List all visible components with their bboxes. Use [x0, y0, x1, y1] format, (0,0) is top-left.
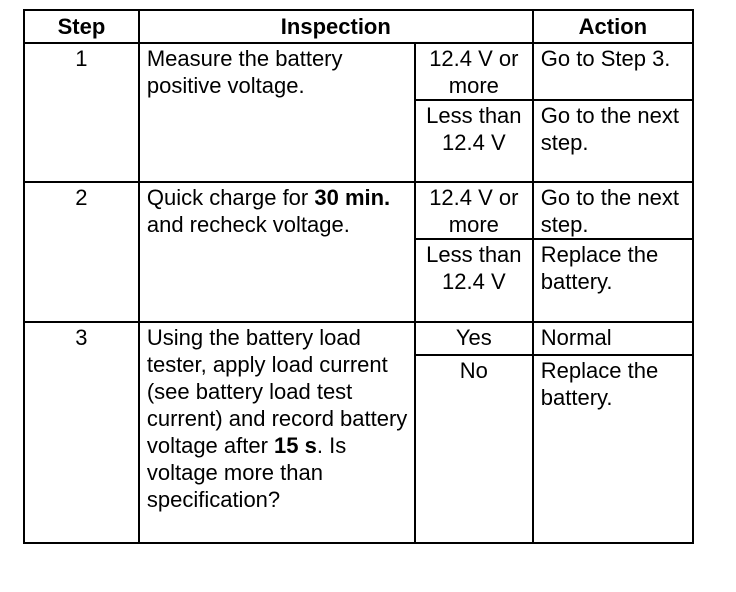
action-text: Go to the next step.	[533, 182, 693, 239]
result-condition: 12.4 V or more	[415, 43, 533, 100]
inspection-text-part: Using the battery load tester, apply load current (see battery load test current) and record battery voltage after	[146, 325, 408, 458]
inspection-text-part: and recheck voltage.	[146, 212, 350, 237]
result-condition: Less than 12.4 V	[415, 239, 533, 322]
battery-inspection-table	[23, 9, 694, 544]
inspection-text-part: . Is voltage more than specification?	[146, 433, 347, 512]
action-text: Replace the battery.	[533, 355, 693, 543]
action-text: Normal	[533, 322, 693, 355]
inspection-text-part: Measure the battery positive voltage.	[146, 46, 343, 98]
inspection-text	[139, 43, 415, 182]
result-condition: 12.4 V or more	[415, 182, 533, 239]
step-number: 1	[24, 43, 139, 182]
step-number: 3	[24, 322, 139, 543]
header-inspection: Inspection	[139, 10, 533, 43]
inspection-text	[139, 322, 415, 543]
result-condition: Yes	[415, 322, 533, 355]
table-row	[24, 322, 693, 355]
result-condition: No	[415, 355, 533, 543]
inspection-bold-value: 15 s	[274, 433, 317, 458]
inspection-bold-value: 30 min.	[314, 185, 391, 210]
result-condition: Less than 12.4 V	[415, 100, 533, 182]
table-row	[24, 182, 693, 239]
header-step: Step	[24, 10, 139, 43]
action-text: Replace the battery.	[533, 239, 693, 322]
header-row	[24, 10, 693, 43]
header-action: Action	[533, 10, 693, 43]
action-text: Go to the next step.	[533, 100, 693, 182]
inspection-text-part: Quick charge for	[146, 185, 315, 210]
table-row	[24, 43, 693, 100]
action-text: Go to Step 3.	[533, 43, 693, 100]
step-number: 2	[24, 182, 139, 322]
inspection-text	[139, 182, 415, 322]
